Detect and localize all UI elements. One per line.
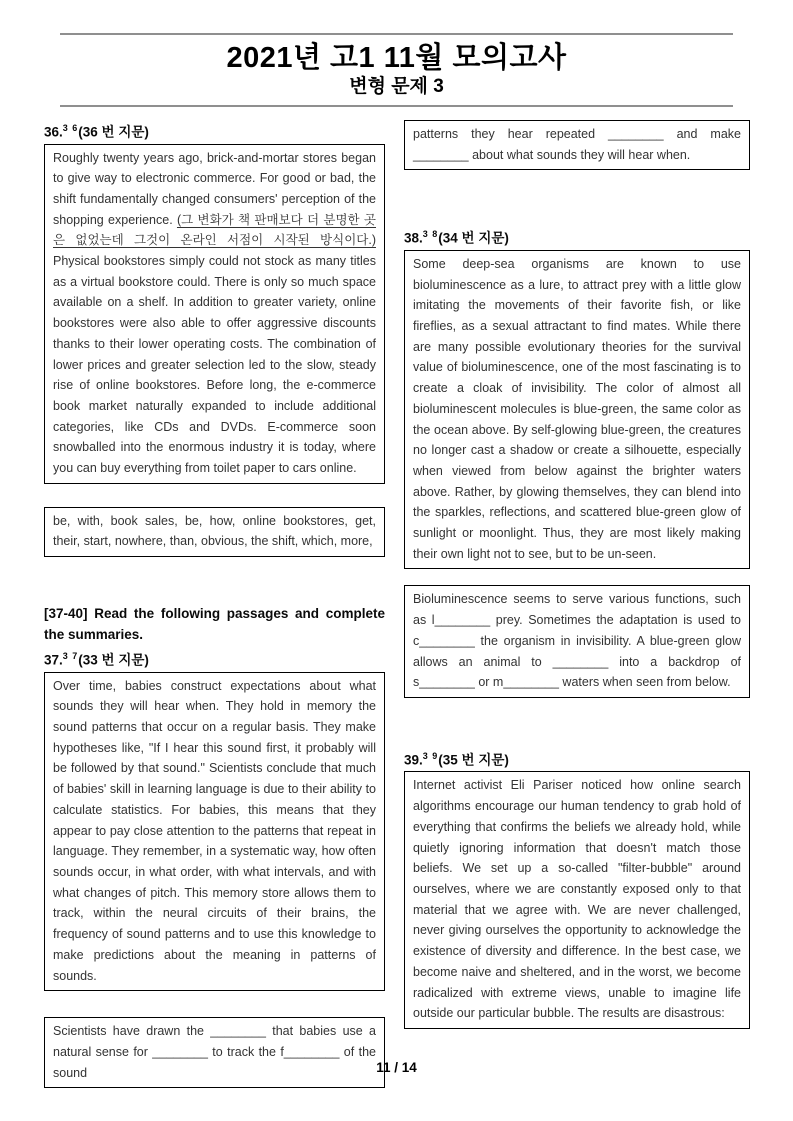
page-subtitle: 변형 문제 3 [349,76,444,97]
passage-39-text: Internet activist Eli Pariser noticed how online search algorithms encourage our human tendency to grab hold of everything that confirms the beliefs we already hold, while quietly ignoring information that doesn't match those beliefs. We set up a so-called "filter-bubble" around ourselves, where we are constantly exposed only to that material that we agree with. We are never challenged, never giving ourselves the opportunity to acknowledge the existence of diversity and difference. In the best case, we become naive and sheltered, and in the worst, we become radicalized with extreme views, unable to imagine life outside our particular bubble. The results are disastrous: [413,778,741,1021]
word-bank-box-36 [44,507,385,557]
question-36-heading [44,120,385,141]
passage-36-text-english-1: Roughly twenty years ago, brick-and-mortar stores began to give way to electronic commerce. For good or bad, the shift fundamentally changed consumers' perception of the shopping experience. [53,150,376,227]
passage-37-text: Over time, babies construct expectations about what sounds they will hear when. They hold in memory the sound patterns that occur on a regular basis. They make hypotheses like, "If I hear this sound first, it probably will be followed by that sound." Scientists conclude that much of babies' skill in learning language is due to their ability to calculate statistics. For babies, this means that they appear to pay close attention to the patterns that repeat in language. They remember, in a systematic way, how often sounds occur, in what order, with what intervals, and with what changes of pitch. This memory store allows them to track, within the neural circuits of their brains, the frequency of sound patterns and to use this knowledge to make predictions about the meaning in patterns of sounds. [53,678,376,983]
question-38-heading [404,226,750,247]
question-37-source-label: (33 번 지문) [78,652,149,668]
question-36-source-label: (36 번 지문) [78,124,149,140]
question-36-superscript: 3 6 [62,123,79,133]
passage-36-text-english-2: Physical bookstores simply could not stock as many titles as a virtual bookstore could. There is only so much space available on a shelf. In addition to greater variety, online bookstores were also able to offer aggressive discounts thanks to their lower operating costs. The combination of lower prices and greater selection led to the slow, steady rise of online bookstores. Before long, the e-commerce book market naturally expanded to include additional categories, like CDs and DVDs. E-commerce soon snowballed into the enormous industry it is today, where you can buy everything from toilet paper to cars online. [53,254,376,476]
two-column-layout [0,107,793,1088]
question-39-source-label: (35 번 지문) [438,752,509,768]
question-37-number: 37. [44,652,63,668]
question-38-source-label: (34 번 지문) [438,230,509,246]
summary-box-37-part1 [44,1017,385,1088]
summary-37-part2-text: patterns they hear repeated ________ and make ________ about what sounds they will hear when. [413,127,741,162]
summary-box-37-part2 [404,120,750,170]
question-39-superscript: 3 9 [422,750,439,761]
question-39-heading [404,748,750,769]
passage-36-korean-underlined: (그 변화가 책 판매보다 더 분명한 곳은 없었는데 그것이 온라인 서점이 시작된 방식이다.) [53,212,376,248]
passage-box-36 [44,144,385,484]
passage-box-38 [404,250,750,570]
summary-38-text: Bioluminescence seems to serve various functions, such as l________ prey. Sometimes the adaptation is used to c________ the organism in invisibility. A blue-green glow allows an animal to ________ into a backdrop of s________ or m________ waters when seen from below. [413,592,741,690]
page-title: 2021년 고1 11월 모의고사 [226,42,567,74]
passage-box-37 [44,672,385,992]
right-column [404,120,750,1029]
word-bank-36-text: be, with, book sales, be, how, online bookstores, get, their, start, nowhere, than, obvious, the shift, which, more, [53,513,376,549]
passage-38-text: Some deep-sea organisms are known to use bioluminescence as a lure, to attract prey with a little glow imitating the movements of their favorite fish, or like fireflies, as a sexual attractant to find mates. While there are many possible evolutionary theories for the survival value of bioluminescence, one of the most fascinating is to create a cloak of invisibility. The color of almost all bioluminescent molecules is blue-green, the same color as the ocean above. By self-glowing blue-green, the creatures no longer cast a shadow or create a silhouette, especially when viewed from below against the brighter waters above. Rather, by glowing themselves, they can blend into the sparkles, reflections, and scattered blue-green glow of sunlight or moonlight. Thus, they are most likely making their own light not to see, but to be un-seen. [413,256,741,561]
question-37-heading [44,648,385,669]
summary-37-part1-text: Scientists have drawn the ________ that babies use a natural sense for ________ to track the f________ of the sound [53,1024,376,1080]
summary-box-38 [404,585,750,698]
page-number: 11 / 14 [376,1060,417,1075]
top-rule-divider [60,33,733,35]
question-38-number: 38. [404,230,423,246]
left-column [44,120,385,1088]
question-39-number: 39. [404,752,423,768]
question-38-superscript: 3 8 [422,229,439,240]
passage-box-39 [404,771,750,1028]
section-37-40-instruction: [37-40] Read the following passages and complete the summaries. [44,606,385,643]
question-36-number: 36. [44,124,63,140]
question-37-superscript: 3 7 [62,651,79,662]
